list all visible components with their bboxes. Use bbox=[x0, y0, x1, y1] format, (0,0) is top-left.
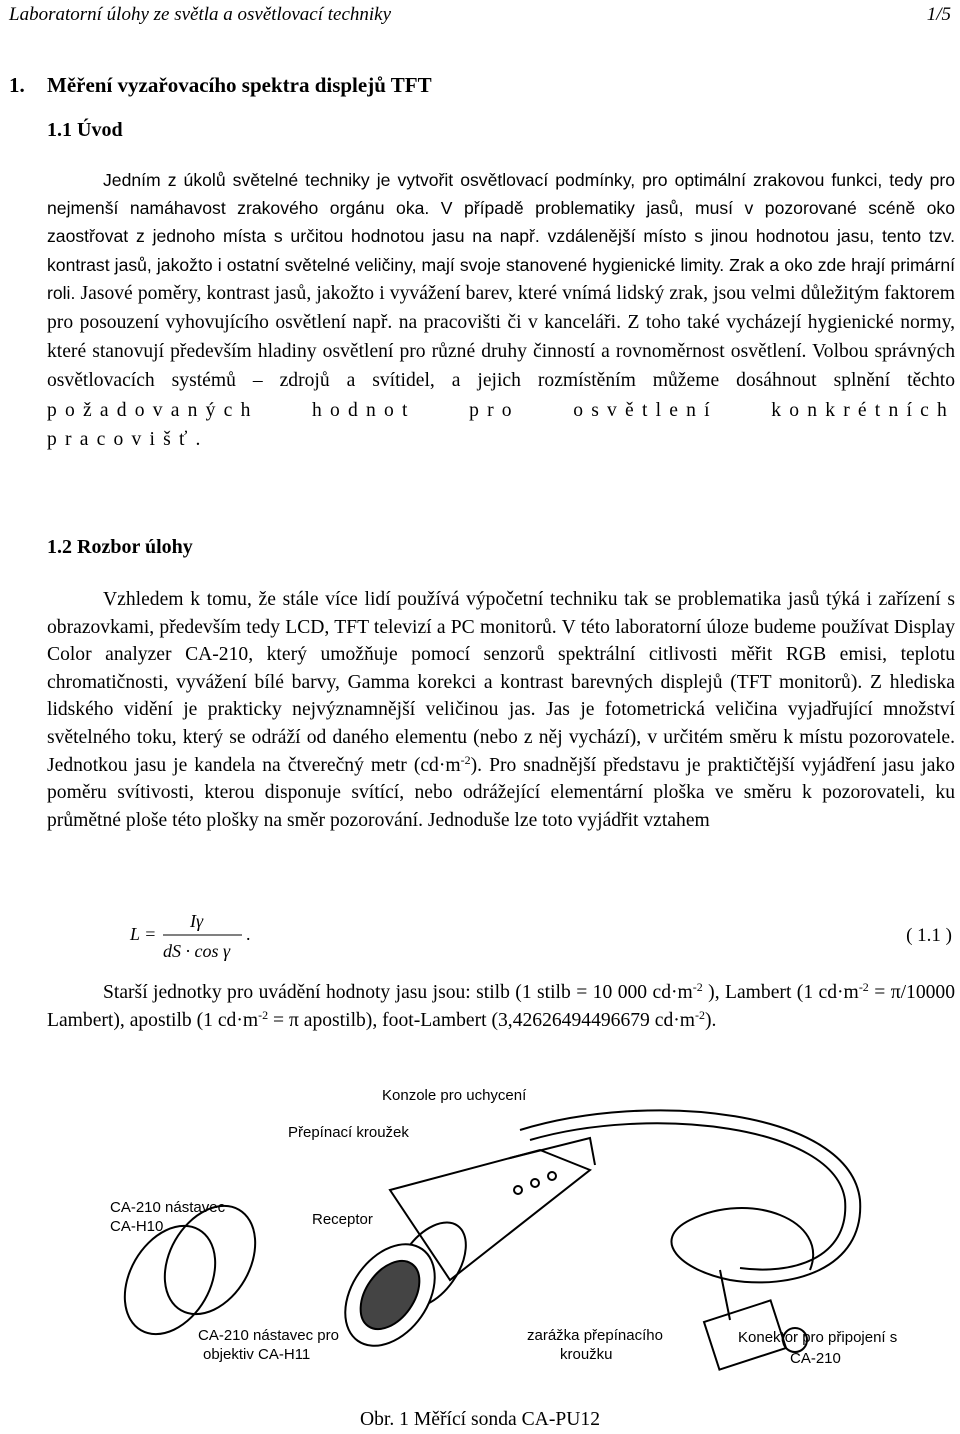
figure-caption: Obr. 1 Měřící sonda CA-PU12 bbox=[359, 1409, 600, 1430]
label-console: Konzole pro uchycení bbox=[382, 1087, 527, 1104]
cable-coil bbox=[520, 1110, 860, 1282]
units-text-4: = π apostilb), foot-Lambert (3,42626494496679 cd·m bbox=[268, 1009, 696, 1031]
formula-dot: . bbox=[246, 924, 251, 944]
intro-text-c: požadovaných hodnot pro osvětlení konkrétních pracovišť. bbox=[47, 399, 955, 450]
header-page-number: 1/5 bbox=[926, 4, 951, 25]
label-switch-ring: Přepínací kroužek bbox=[288, 1124, 409, 1141]
label-connector-line2: CA-210 bbox=[790, 1350, 841, 1367]
units-text-3: = π/10000 Lambert), apostilb (1 cd·m bbox=[47, 982, 956, 1031]
formula-numerator: Iγ bbox=[190, 911, 204, 931]
cable-coil-inner bbox=[530, 1123, 845, 1269]
probe-figure bbox=[90, 1080, 898, 1398]
formula-lhs: L = bbox=[130, 924, 157, 944]
running-header bbox=[9, 2, 951, 28]
section-title: Měření vyzařovacího spektra displejů TFT bbox=[47, 73, 432, 97]
intro-text-a: Jedním z úkolů světelné techniky je vytvořit osvětlovací podmínky, pro optimální zrakovou funkci, tedy pro nejmenší namáhavost zrakového orgánu oka. V případě problematiky jasů, musí v pozorované scéně oko zaostřovat z jednoho místa s určitou hodnotou jasu na např. vzdálenější místo s jinou hodnotou jasu, tento tzv. kontrast jasů, jakožto i ostatní světelné veličiny, mají svoje stanovené hygienické limity. Zrak a oko zde hrají primární roli. bbox=[47, 170, 955, 303]
label-adapter-h10-line1: CA-210 nástavec bbox=[110, 1199, 226, 1216]
analysis-text-a: Vzhledem k tomu, že stále více lidí používá výpočetní techniku tak se problematika jasů týká i zařízení s obrazovkami, především tedy LCD, TFT televizí a PC monitorů. V této laboratorní úloze budeme používat Display Color analyzer CA-210, který umožňuje pomocí senzorů spektrální citlivosti měřit RGB emisi, teplotu chromatičnosti, vyvážení bílé barvy, Gamma korekci a kontrast barevných displejů (TFT monitorů). Z hlediska lidského vidění je prakticky nejvýznamnější veličinou jas. Jas je fotometrická veličina vyjadřující množství světelného toku, který se odráží od daného elementu (nebo z něj vychází), v určitém směru k místu pozorovatele. Jednotkou jasu je kandela na čtverečný metr (cd·m bbox=[47, 589, 955, 776]
intro-text-b: Jasové poměry, kontrast jasů, jakožto i vyvážení barev, které vnímá lidský zrak, jsou velmi důležitým faktorem pro posouzení vyhovujícího osvětlení např. na pracovišti či v kanceláři. Z toho také vycházejí hygienické normy, které stanovují především hladiny osvětlení pro různé druhy činností a rovnoměrnost osvětlení. Volbou správných osvětlovacích systémů – zdrojů a svítidel, a jejich rozmístěním můžeme dosáhnout splnění těchto bbox=[47, 282, 955, 392]
units-text-1: Starší jednotky pro uvádění hodnoty jasu jsou: stilb (1 stilb = 10 000 cd·m bbox=[103, 982, 693, 1003]
units-sup-2: -2 bbox=[858, 980, 869, 994]
equation-number: ( 1.1 ) bbox=[906, 925, 952, 946]
cable-lead bbox=[720, 1270, 730, 1320]
units-sup-1: -2 bbox=[692, 980, 703, 994]
analysis-text-b: ). Pro snadnější představu je praktičtější vyjádření jasu jako poměru svítivosti, kterou disponuje svítící, nebo odrážející elementární ploška ve směru k pozorovateli, ku průmětné ploše této plošky na směr pozorování. Jednoduše lze toto vyjádřit vztahem bbox=[47, 754, 955, 831]
subsection-heading-analysis: 1.2 Rozbor úlohy bbox=[47, 536, 193, 558]
luminance-formula bbox=[130, 905, 430, 965]
units-text-2: ), Lambert (1 cd·m bbox=[702, 982, 859, 1003]
label-receptor: Receptor bbox=[312, 1211, 373, 1228]
label-stop-line1: zarážka přepínacího bbox=[527, 1327, 663, 1344]
intro-paragraph bbox=[47, 166, 955, 454]
subsection-heading-intro: 1.1 Úvod bbox=[47, 119, 123, 141]
formula-denominator: dS · cos γ bbox=[163, 941, 231, 961]
units-text-5: ). bbox=[705, 1009, 717, 1031]
section-heading bbox=[9, 70, 432, 100]
label-stop-line2: kroužku bbox=[560, 1346, 613, 1363]
label-adapter-h10-line2: CA-H10 bbox=[110, 1218, 164, 1235]
header-title: Laboratorní úlohy ze světla a osvětlovací techniky bbox=[9, 4, 392, 25]
analysis-superscript: -2 bbox=[460, 752, 471, 767]
label-adapter-h11-line2: objektiv CA-H11 bbox=[203, 1346, 311, 1363]
units-sup-3: -2 bbox=[258, 1007, 269, 1022]
units-paragraph bbox=[47, 979, 955, 1034]
label-adapter-h11-line1: CA-210 nástavec pro bbox=[198, 1327, 339, 1344]
label-connector-line1: Konektor pro připojení s bbox=[738, 1329, 898, 1346]
analysis-paragraph bbox=[47, 586, 955, 834]
section-number: 1. bbox=[9, 73, 25, 97]
units-sup-4: -2 bbox=[695, 1007, 706, 1022]
